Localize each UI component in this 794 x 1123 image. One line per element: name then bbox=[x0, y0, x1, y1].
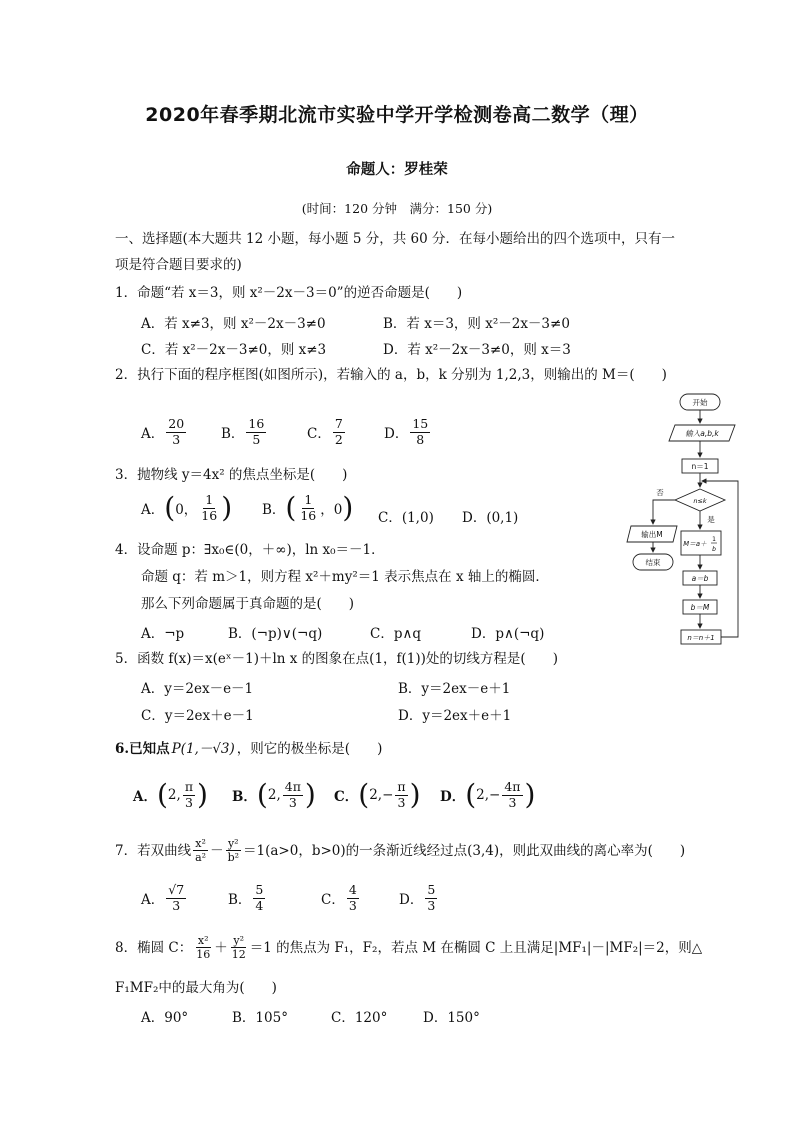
numerator: 5 bbox=[255, 882, 264, 897]
denominator: 3 bbox=[508, 794, 517, 810]
option-fraction bbox=[183, 781, 195, 809]
coordinate-x: 0， bbox=[175, 502, 198, 518]
question-8-line2: F₁MF₂中的最大角为( ) bbox=[115, 980, 277, 996]
plus-sign: ＋ bbox=[214, 939, 228, 956]
option-fraction bbox=[347, 884, 359, 912]
flow-yes-label: 是 bbox=[707, 515, 715, 524]
question-2-option-a bbox=[141, 418, 188, 446]
left-paren: ( bbox=[256, 778, 268, 811]
denominator: a² bbox=[195, 851, 207, 864]
question-4-option-a: A．¬p bbox=[141, 626, 185, 642]
denominator: 16 bbox=[201, 507, 218, 523]
flow-start-label: 开始 bbox=[692, 398, 708, 407]
option-label: D． bbox=[384, 426, 409, 442]
option-label: A． bbox=[141, 892, 165, 908]
question-6-option-a bbox=[133, 778, 208, 811]
radius: 2,− bbox=[476, 787, 501, 803]
left-paren: ( bbox=[164, 491, 176, 524]
numerator: y² bbox=[233, 934, 245, 947]
author-line: 命题人：罗桂荣 bbox=[346, 162, 448, 178]
question-3-stem: 3．抛物线 y＝4x² 的焦点坐标是( ) bbox=[115, 467, 348, 483]
numerator: 5 bbox=[427, 882, 436, 897]
question-7-suffix: ＝1(a>0，b>0)的一条渐近线经过点(3,4)，则此双曲线的离心率为( ) bbox=[243, 842, 686, 859]
question-5-option-c: C．y＝2ex＋e－1 bbox=[141, 708, 254, 724]
question-8-suffix: ＝1 的焦点为 F₁，F₂，若点 M 在椭圆 C 上且满足|MF₁|－|MF₂|＝2，则△ bbox=[249, 939, 703, 956]
question-8-prefix: 8．椭圆 C： bbox=[115, 939, 193, 956]
question-1-stem: 1．命题“若 x＝3，则 x²－2x－3＝0”的逆否命题是( ) bbox=[115, 285, 463, 301]
option-fraction bbox=[166, 884, 186, 912]
option-fraction bbox=[410, 418, 430, 446]
option-fraction bbox=[199, 494, 219, 522]
numerator: π bbox=[184, 779, 194, 794]
question-2-stem: 2．执行下面的程序框图(如图所示)，若输入的 a，b，k 分别为 1,2,3，则输出的 M＝( ) bbox=[115, 367, 667, 383]
denominator: 8 bbox=[416, 431, 425, 447]
right-paren: ) bbox=[524, 778, 536, 811]
right-paren: ) bbox=[197, 778, 208, 811]
denominator: 2 bbox=[334, 431, 343, 447]
option-label: A． bbox=[133, 789, 157, 805]
denominator: 3 bbox=[427, 897, 436, 913]
right-paren: ) bbox=[409, 778, 421, 811]
question-3-option-a bbox=[141, 491, 233, 524]
denominator: 16 bbox=[300, 507, 317, 523]
question-8-option-b: B．105° bbox=[232, 1010, 288, 1026]
option-label: B． bbox=[262, 502, 286, 518]
question-2-option-d bbox=[384, 418, 432, 446]
flow-input-label: 输入a,b,k bbox=[685, 429, 719, 438]
question-6-stem bbox=[115, 740, 382, 758]
numerator: 7 bbox=[334, 416, 343, 431]
question-7-prefix: 7．若双曲线 bbox=[115, 842, 192, 859]
denominator: 5 bbox=[252, 431, 261, 447]
option-fraction bbox=[283, 781, 303, 809]
denominator: 3 bbox=[172, 897, 181, 913]
question-7-stem bbox=[115, 838, 685, 863]
question-5-option-d: D．y＝2ex＋e＋1 bbox=[398, 708, 512, 724]
option-fraction bbox=[425, 884, 437, 912]
denominator: 3 bbox=[397, 794, 406, 810]
option-fraction bbox=[246, 418, 266, 446]
question-7-option-b bbox=[228, 884, 267, 912]
flow-end-label: 结束 bbox=[645, 558, 661, 567]
radius: 2, bbox=[267, 787, 281, 803]
denominator: 3 bbox=[288, 794, 297, 810]
denominator: 12 bbox=[231, 948, 246, 961]
time-info: (时间：120 分钟 满分：150 分) bbox=[301, 201, 493, 216]
numerator: 4 bbox=[348, 882, 357, 897]
question-6-option-c bbox=[334, 778, 421, 811]
question-5-stem: 5．函数 f(x)＝x(eˣ－1)＋ln x 的图象在点(1，f(1))处的切线方程是( ) bbox=[115, 651, 558, 667]
numerator: 4π bbox=[504, 779, 521, 794]
option-label: B． bbox=[221, 426, 245, 442]
option-fraction bbox=[333, 418, 345, 446]
flow-step3-label: b＝M bbox=[690, 603, 710, 612]
question-1-option-c: C．若 x²－2x－3≠0，则 x≠3 bbox=[141, 342, 327, 358]
option-label: D． bbox=[440, 789, 466, 805]
question-8-option-d: D．150° bbox=[423, 1010, 480, 1026]
flow-step1-label: M＝a＋ bbox=[683, 540, 707, 548]
denominator: 3 bbox=[172, 431, 181, 447]
radius: 2,− bbox=[369, 787, 394, 803]
question-4-option-c: C．p∧q bbox=[370, 626, 421, 642]
question-6-suffix: ，则它的极坐标是( ) bbox=[236, 741, 383, 757]
numerator: 20 bbox=[168, 416, 185, 431]
numerator: 4π bbox=[284, 779, 301, 794]
numerator: y² bbox=[227, 837, 239, 850]
question-1-option-b: B．若 x＝3，则 x²－2x－3≠0 bbox=[383, 316, 570, 332]
question-6-option-d bbox=[440, 778, 536, 811]
minus-sign: － bbox=[210, 842, 224, 859]
denominator: 4 bbox=[255, 897, 264, 913]
option-label: C． bbox=[334, 789, 359, 805]
flow-cond-label: n≤k bbox=[693, 497, 707, 505]
coordinate-y: ，0 bbox=[320, 502, 343, 518]
option-label: B． bbox=[232, 789, 257, 805]
ellipse-x-term bbox=[194, 935, 212, 960]
option-label: A． bbox=[141, 426, 165, 442]
question-4-stem: 4．设命题 p：∃x₀∈(0，＋∞)，ln x₀＝－1． bbox=[115, 542, 385, 558]
numerator: x² bbox=[195, 837, 206, 850]
numerator: √7 bbox=[168, 882, 185, 897]
option-label: C． bbox=[307, 426, 331, 442]
radius: 2, bbox=[167, 787, 181, 803]
flow-step1-den: b bbox=[712, 546, 716, 553]
option-fraction bbox=[298, 494, 318, 522]
option-label: A． bbox=[141, 502, 165, 518]
option-label: B． bbox=[228, 892, 252, 908]
numerator: 1 bbox=[304, 492, 313, 507]
right-paren: ) bbox=[221, 491, 233, 524]
denominator: 3 bbox=[184, 794, 193, 810]
question-8-option-a: A．90° bbox=[141, 1010, 189, 1026]
question-3-option-c: C．(1,0) bbox=[378, 510, 434, 526]
question-4-line3: 那么下列命题属于真命题的是( ) bbox=[141, 596, 355, 612]
question-8-stem bbox=[115, 935, 702, 960]
option-label: C． bbox=[321, 892, 345, 908]
question-4-option-d: D．p∧(¬q) bbox=[471, 626, 545, 642]
section-intro-line1: 一、选择题(本大题共 12 小题，每小题 5 分，共 60 分．在每小题给出的四个选项中，只有一 bbox=[115, 231, 675, 247]
denominator: b² bbox=[227, 851, 240, 864]
question-5-option-a: A．y＝2ex－e－1 bbox=[141, 681, 254, 697]
question-2-option-c bbox=[307, 418, 347, 446]
left-paren: ( bbox=[465, 778, 477, 811]
program-flowchart bbox=[615, 388, 755, 650]
question-3-option-d: D．(0,1) bbox=[462, 510, 519, 526]
numerator: 15 bbox=[412, 416, 429, 431]
numerator: 16 bbox=[248, 416, 265, 431]
question-8-option-c: C．120° bbox=[331, 1010, 388, 1026]
option-fraction bbox=[502, 781, 522, 809]
numerator: 1 bbox=[205, 492, 214, 507]
question-4-option-b: B．(¬p)∨(¬q) bbox=[228, 626, 323, 642]
numerator: x² bbox=[197, 934, 209, 947]
option-fraction bbox=[253, 884, 265, 912]
left-paren: ( bbox=[358, 778, 370, 811]
question-7-option-d bbox=[399, 884, 439, 912]
option-fraction bbox=[166, 418, 186, 446]
flow-output-label: 输出M bbox=[641, 530, 663, 539]
numerator: π bbox=[397, 779, 406, 794]
denominator: 3 bbox=[348, 897, 357, 913]
flow-init-label: n＝1 bbox=[691, 462, 709, 471]
question-1-option-a: A．若 x≠3，则 x²－2x－3≠0 bbox=[141, 316, 326, 332]
question-5-option-b: B．y＝2ex－e＋1 bbox=[398, 681, 511, 697]
left-paren: ( bbox=[156, 778, 168, 811]
hyperbola-y-term bbox=[226, 838, 241, 863]
question-6-prefix: 6.已知点 bbox=[115, 741, 170, 757]
option-fraction bbox=[395, 781, 407, 809]
option-label: D． bbox=[399, 892, 424, 908]
hyperbola-x-term bbox=[193, 838, 208, 863]
flow-step2-label: a＝b bbox=[691, 574, 709, 583]
question-2-option-b bbox=[221, 418, 268, 446]
question-7-option-a bbox=[141, 884, 188, 912]
question-3-option-b bbox=[262, 491, 354, 524]
question-6-option-b bbox=[232, 778, 316, 811]
flow-step4-label: n＝n＋1 bbox=[687, 634, 715, 642]
question-1-option-d: D．若 x²－2x－3≠0，则 x＝3 bbox=[383, 342, 571, 358]
question-4-line2: 命题 q：若 m＞1，则方程 x²＋my²＝1 表示焦点在 x 轴上的椭圆． bbox=[141, 569, 549, 585]
flow-step1-num: 1 bbox=[712, 536, 716, 543]
ellipse-y-term bbox=[230, 935, 248, 960]
denominator: 16 bbox=[196, 948, 211, 961]
flow-arrow-no bbox=[653, 500, 675, 524]
page-title: 2020年春季期北流市实验中学开学检测卷高二数学（理） bbox=[145, 104, 649, 126]
flow-no-label: 否 bbox=[656, 488, 664, 497]
left-paren: ( bbox=[285, 491, 297, 524]
question-7-option-c bbox=[321, 884, 361, 912]
section-intro-line2: 项是符合题目要求的) bbox=[115, 257, 242, 273]
question-6-point: P(1,－√3) bbox=[171, 741, 235, 757]
right-paren: ) bbox=[304, 778, 316, 811]
right-paren: ) bbox=[342, 491, 354, 524]
